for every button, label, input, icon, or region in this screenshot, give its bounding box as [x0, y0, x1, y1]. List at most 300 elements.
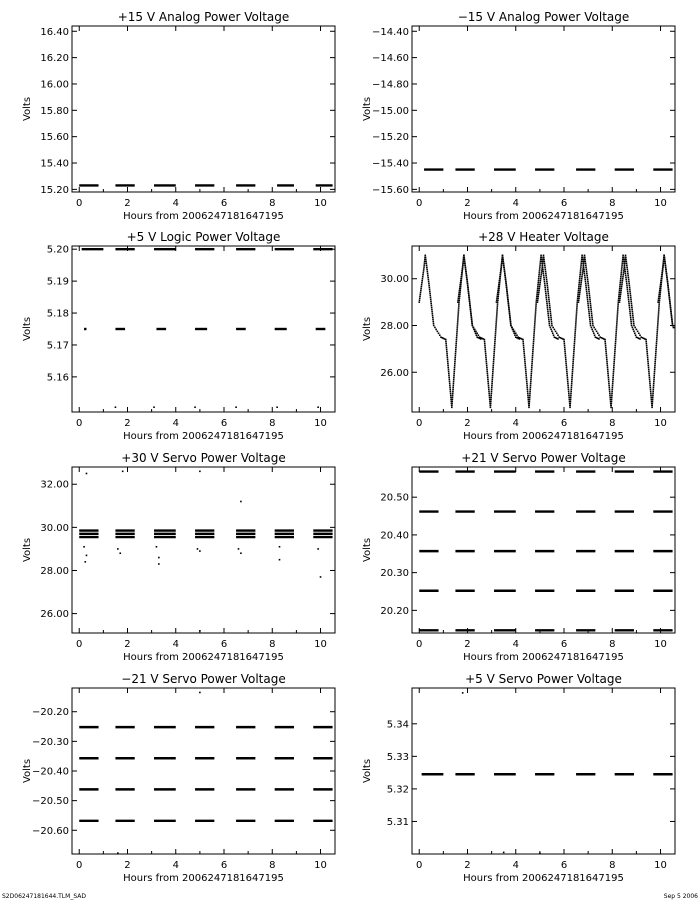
data-point — [317, 548, 319, 550]
chart-title: +5 V Servo Power Voltage — [465, 672, 622, 686]
data-point — [450, 391, 452, 393]
data-point — [524, 357, 526, 359]
data-point — [449, 383, 451, 385]
data-point — [461, 274, 463, 276]
y-tick-label: 16.20 — [40, 53, 69, 65]
data-point — [586, 293, 588, 295]
data-point — [565, 361, 567, 363]
data-point — [583, 264, 585, 266]
data-point — [625, 255, 627, 257]
data-point — [581, 278, 583, 280]
data-point — [608, 383, 610, 385]
data-point — [573, 349, 575, 351]
data-point — [456, 339, 458, 341]
data-point — [529, 399, 531, 401]
data-point — [658, 303, 660, 305]
data-point — [579, 280, 581, 282]
data-point — [422, 272, 424, 274]
data-point — [505, 277, 507, 279]
data-point — [668, 295, 670, 297]
x-axis-label: Hours from 2006247181647195 — [463, 211, 624, 222]
data-point — [549, 305, 551, 307]
data-point — [488, 387, 490, 389]
data-point — [439, 334, 441, 336]
data-point — [451, 403, 453, 405]
data-point — [468, 295, 470, 297]
data-point — [658, 313, 660, 315]
data-point — [548, 301, 550, 303]
data-point — [503, 852, 505, 854]
data-point — [631, 305, 633, 307]
data-point — [585, 265, 587, 267]
data-point — [445, 339, 447, 341]
data-point — [532, 351, 534, 353]
data-point — [457, 323, 459, 325]
x-tick-label: 2 — [464, 418, 471, 429]
data-point — [462, 692, 464, 694]
data-point — [468, 291, 470, 293]
data-point — [616, 323, 618, 325]
data-point — [652, 393, 654, 395]
data-point — [554, 329, 556, 331]
data-point — [588, 313, 590, 315]
data-point — [472, 325, 474, 327]
x-tick-label: 0 — [416, 418, 423, 429]
data-point — [484, 347, 486, 349]
data-point — [546, 277, 548, 279]
data-point — [668, 289, 670, 291]
data-point — [238, 548, 240, 550]
data-point — [461, 272, 463, 274]
data-point — [629, 309, 631, 311]
data-point — [484, 339, 486, 341]
data-point — [550, 315, 552, 317]
data-point — [657, 317, 659, 319]
data-point — [473, 327, 475, 329]
data-point — [420, 290, 422, 292]
data-point — [660, 282, 662, 284]
data-point — [453, 377, 455, 379]
data-point — [489, 395, 491, 397]
data-point — [486, 365, 488, 367]
data-point — [622, 260, 624, 262]
data-point — [606, 359, 608, 361]
data-point — [666, 273, 668, 275]
data-point — [542, 260, 544, 262]
data-point — [523, 347, 525, 349]
data-point — [615, 341, 617, 343]
data-point — [573, 359, 575, 361]
data-point — [549, 325, 551, 327]
x-tick-label: 10 — [654, 418, 667, 429]
data-point — [458, 311, 460, 313]
y-tick-label: 5.32 — [386, 784, 409, 796]
data-point — [616, 317, 618, 319]
data-point — [605, 349, 607, 351]
data-point — [589, 319, 591, 321]
data-point — [475, 332, 477, 334]
data-point — [503, 265, 505, 267]
data-point — [620, 276, 622, 278]
data-point — [605, 347, 607, 349]
data-point — [611, 399, 613, 401]
data-point — [622, 274, 624, 276]
data-point — [469, 299, 471, 301]
data-point — [537, 301, 539, 303]
data-point — [199, 471, 201, 473]
data-point — [466, 281, 468, 283]
data-point — [623, 272, 625, 274]
data-point — [614, 353, 616, 355]
data-point — [491, 387, 493, 389]
data-point — [582, 259, 584, 261]
data-point — [534, 323, 536, 325]
data-point — [453, 379, 455, 381]
data-point — [509, 317, 511, 319]
data-point — [507, 297, 509, 299]
data-point — [460, 278, 462, 280]
data-point — [591, 311, 593, 313]
data-point — [624, 271, 626, 273]
data-point — [527, 389, 529, 391]
y-tick-label: 15.20 — [40, 184, 69, 196]
data-point — [616, 325, 618, 327]
data-point — [633, 321, 635, 323]
data-point — [491, 381, 493, 383]
data-point — [664, 261, 666, 263]
data-point — [499, 278, 501, 280]
data-point — [629, 291, 631, 293]
data-point — [547, 313, 549, 315]
data-point — [459, 286, 461, 288]
data-point — [629, 313, 631, 315]
data-point — [452, 399, 454, 401]
data-point — [526, 377, 528, 379]
data-point — [427, 277, 429, 279]
data-point — [548, 319, 550, 321]
data-point — [578, 288, 580, 290]
data-point — [614, 359, 616, 361]
data-point — [616, 327, 618, 329]
data-point — [492, 375, 494, 377]
data-point — [495, 323, 497, 325]
data-point — [547, 291, 549, 293]
data-point — [485, 359, 487, 361]
data-point — [609, 389, 611, 391]
data-point — [532, 359, 534, 361]
data-point — [634, 332, 636, 334]
chart-panel-4 — [362, 230, 675, 442]
data-point — [475, 331, 477, 333]
data-point — [497, 303, 499, 305]
data-point — [671, 319, 673, 321]
data-point — [589, 317, 591, 319]
data-point — [646, 347, 648, 349]
data-point — [630, 297, 632, 299]
data-point — [639, 334, 641, 336]
data-point — [671, 321, 673, 323]
data-point — [513, 329, 515, 331]
data-point — [615, 335, 617, 337]
data-point — [567, 377, 569, 379]
data-point — [447, 367, 449, 369]
data-point — [664, 259, 666, 261]
data-point — [565, 357, 567, 359]
data-point — [539, 288, 541, 290]
data-point — [425, 261, 427, 263]
data-point — [593, 327, 595, 329]
data-point — [495, 335, 497, 337]
data-point — [581, 260, 583, 262]
data-point — [492, 365, 494, 367]
data-point — [542, 271, 544, 273]
data-point — [461, 270, 463, 272]
data-point — [494, 343, 496, 345]
data-point — [574, 335, 576, 337]
data-point — [539, 264, 541, 266]
data-point — [634, 327, 636, 329]
data-point — [115, 406, 117, 408]
data-point — [501, 264, 503, 266]
data-point — [612, 387, 614, 389]
data-point — [615, 333, 617, 335]
data-point — [569, 405, 571, 407]
data-point — [573, 351, 575, 353]
y-tick-label: 16.00 — [40, 79, 69, 91]
data-point — [497, 290, 499, 292]
data-point — [571, 379, 573, 381]
data-point — [431, 307, 433, 309]
data-point — [607, 367, 609, 369]
data-point — [619, 301, 621, 303]
data-point — [622, 278, 624, 280]
data-point — [492, 377, 494, 379]
data-point — [568, 395, 570, 397]
data-point — [592, 331, 594, 333]
x-tick-label: 6 — [220, 418, 228, 429]
data-point — [658, 295, 660, 297]
data-point — [630, 321, 632, 323]
data-point — [422, 276, 424, 278]
data-point — [632, 327, 634, 329]
data-point — [424, 260, 426, 262]
data-point — [573, 345, 575, 347]
data-point — [621, 268, 623, 270]
data-point — [471, 319, 473, 321]
data-point — [445, 341, 447, 343]
data-point — [526, 387, 528, 389]
data-point — [582, 270, 584, 272]
data-point — [500, 268, 502, 270]
data-point — [493, 351, 495, 353]
data-point — [488, 385, 490, 387]
data-point — [490, 401, 492, 403]
data-point — [428, 283, 430, 285]
data-point — [449, 389, 451, 391]
data-point — [575, 317, 577, 319]
data-point — [654, 361, 656, 363]
data-point — [462, 260, 464, 262]
data-point — [575, 321, 577, 323]
data-point — [646, 343, 648, 345]
data-point — [578, 286, 580, 288]
data-point — [471, 321, 473, 323]
data-point — [494, 337, 496, 339]
data-point — [529, 395, 531, 397]
data-point — [612, 375, 614, 377]
data-point — [502, 261, 504, 263]
data-point — [199, 692, 201, 694]
data-point — [630, 295, 632, 297]
x-tick-label: 2 — [124, 860, 131, 871]
data-point — [462, 268, 464, 270]
data-point — [623, 268, 625, 270]
data-point — [458, 294, 460, 296]
data-point — [637, 331, 639, 333]
data-point — [661, 272, 663, 274]
data-point — [537, 282, 539, 284]
data-point — [627, 275, 629, 277]
data-point — [613, 367, 615, 369]
data-point — [574, 337, 576, 339]
data-point — [530, 387, 532, 389]
y-tick-label: 5.16 — [46, 372, 69, 384]
data-point — [650, 395, 652, 397]
data-point — [470, 313, 472, 315]
data-point — [580, 270, 582, 272]
data-point — [555, 331, 557, 333]
x-tick-label: 8 — [269, 860, 276, 871]
data-point — [623, 257, 625, 259]
data-point — [492, 371, 494, 373]
data-point — [456, 327, 458, 329]
y-axis-label: Volts — [362, 96, 373, 122]
data-point — [656, 339, 658, 341]
data-point — [618, 294, 620, 296]
data-point — [523, 349, 525, 351]
y-axis-label: Volts — [22, 96, 33, 122]
data-point — [548, 297, 550, 299]
data-point — [612, 383, 614, 385]
data-point — [431, 305, 433, 307]
data-point — [510, 323, 512, 325]
data-point — [550, 313, 552, 315]
data-point — [423, 266, 425, 268]
data-point — [625, 275, 627, 277]
data-point — [546, 279, 548, 281]
data-point — [544, 283, 546, 285]
data-point — [552, 327, 554, 329]
data-point — [454, 357, 456, 359]
data-point — [648, 371, 650, 373]
data-point — [452, 391, 454, 393]
data-point — [496, 295, 498, 297]
chart-panel-2 — [362, 10, 675, 222]
data-point — [570, 393, 572, 395]
data-point — [447, 361, 449, 363]
data-point — [577, 294, 579, 296]
data-point — [550, 319, 552, 321]
data-point — [509, 311, 511, 313]
data-point — [657, 301, 659, 303]
data-point — [459, 284, 461, 286]
data-point — [572, 369, 574, 371]
data-point — [547, 289, 549, 291]
data-point — [497, 305, 499, 307]
data-point — [659, 292, 661, 294]
data-point — [502, 259, 504, 261]
data-point — [574, 343, 576, 345]
data-point — [469, 307, 471, 309]
y-tick-label: −20.20 — [31, 707, 69, 719]
data-point — [545, 271, 547, 273]
data-point — [502, 257, 504, 259]
x-tick-label: 0 — [416, 198, 423, 209]
data-point — [565, 359, 567, 361]
data-point — [527, 393, 529, 395]
data-point — [588, 309, 590, 311]
data-point — [645, 339, 647, 341]
data-point — [588, 307, 590, 309]
data-point — [565, 363, 567, 365]
data-point — [575, 323, 577, 325]
data-point — [658, 297, 660, 299]
data-point — [549, 323, 551, 325]
data-point — [646, 345, 648, 347]
data-point — [541, 257, 543, 259]
data-point — [582, 272, 584, 274]
data-point — [546, 299, 548, 301]
data-point — [530, 385, 532, 387]
data-point — [669, 305, 671, 307]
data-point — [595, 329, 597, 331]
data-point — [504, 275, 506, 277]
x-tick-label: 6 — [220, 198, 228, 209]
data-point — [609, 397, 611, 399]
data-point — [532, 347, 534, 349]
data-point — [613, 361, 615, 363]
data-point — [451, 401, 453, 403]
data-point — [648, 375, 650, 377]
data-point — [156, 546, 158, 548]
data-point — [456, 329, 458, 331]
x-tick-label: 4 — [172, 198, 179, 209]
data-point — [630, 319, 632, 321]
data-point — [495, 333, 497, 335]
data-point — [83, 546, 85, 548]
data-point — [605, 351, 607, 353]
y-tick-label: −15.40 — [371, 158, 409, 170]
data-point — [653, 387, 655, 389]
data-point — [545, 269, 547, 271]
data-point — [503, 263, 505, 265]
x-tick-label: 2 — [464, 639, 471, 650]
data-point — [484, 349, 486, 351]
data-point — [470, 315, 472, 317]
data-point — [540, 278, 542, 280]
x-tick-label: 2 — [124, 418, 131, 429]
data-point — [557, 334, 559, 336]
data-point — [537, 288, 539, 290]
data-point — [432, 317, 434, 319]
data-point — [630, 299, 632, 301]
data-point — [623, 259, 625, 261]
data-point — [446, 349, 448, 351]
data-point — [578, 284, 580, 286]
data-point — [585, 283, 587, 285]
data-point — [240, 501, 242, 503]
data-point — [500, 272, 502, 274]
